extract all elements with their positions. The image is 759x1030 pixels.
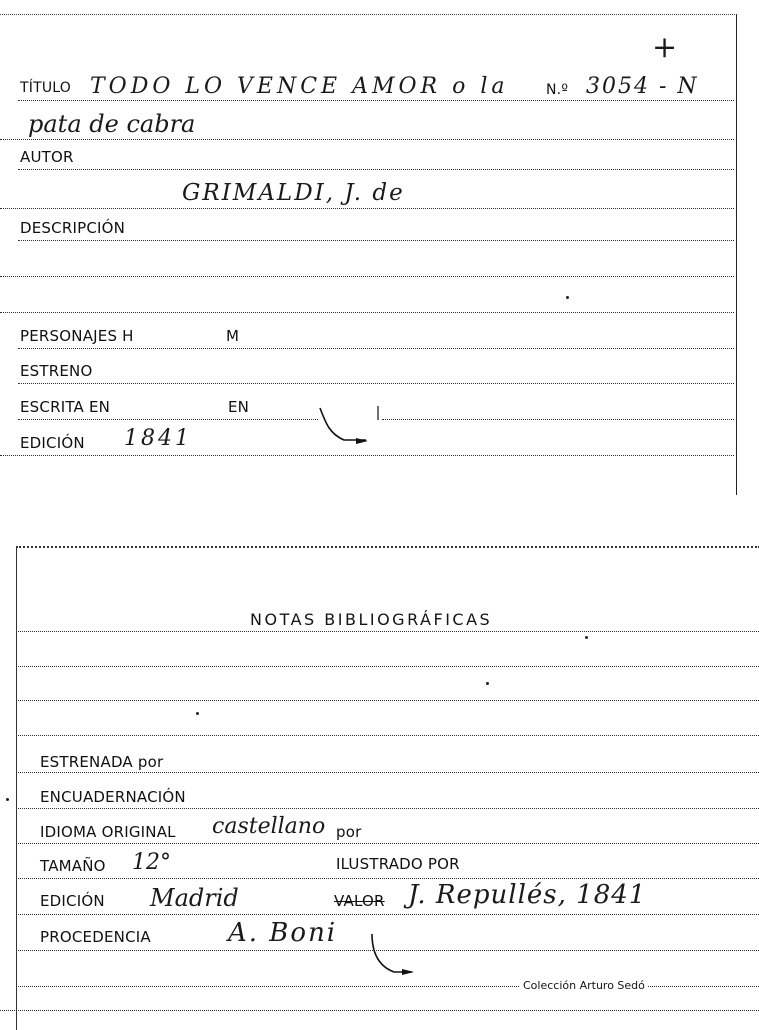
speck [566,296,569,299]
cross-mark: + [652,30,678,65]
titulo-line [18,100,734,101]
escrita-line-right [382,419,734,420]
titulo-label: TÍTULO [20,80,71,96]
encuadernacion-label: ENCUADERNACIÓN [40,788,186,806]
speck [6,798,9,801]
tamano-line [18,878,759,879]
numero-value: 3054 - N [586,74,699,99]
titulo-line-2 [0,139,734,140]
descripcion-line [18,240,734,241]
escrita-label: ESCRITA EN [20,398,111,416]
estreno-line [18,383,734,384]
descripcion-line-2 [0,276,734,277]
edicion-place-value: Madrid [150,884,239,912]
ilustrado-label: ILUSTRADO POR [336,855,460,873]
personajes-m-label: M [226,327,240,345]
estrenada-line [18,772,759,773]
edicion-back-label: EDICIÓN [40,892,105,910]
autor-value: GRIMALDI, J. de [182,180,405,206]
encuadernacion-line [18,808,759,809]
ink-mark-2 [368,932,428,982]
estreno-label: ESTRENO [20,362,93,380]
escrita-en-label: EN [228,398,250,416]
idioma-line [18,843,759,844]
idioma-value: castellano [212,814,326,839]
titulo-value-cont: pata de cabra [28,110,196,138]
edicion-publisher-value: J. Repullés, 1841 [408,880,647,910]
autor-line-2 [0,208,734,209]
autor-line [18,169,734,170]
personajes-label: PERSONAJES H [20,327,134,345]
edicion-value: 1841 [124,426,192,451]
procedencia-value: A. Boni [228,918,338,948]
bottom-line [0,1010,759,1011]
idioma-label: IDIOMA ORIGINAL [40,823,176,841]
speck [196,712,199,715]
notas-heading: NOTAS BIBLIOGRÁFICAS [250,610,493,629]
notas-line-1 [18,631,759,632]
speck [585,636,588,639]
descripcion-label: DESCRIPCIÓN [20,219,126,237]
autor-label: AUTOR [20,148,74,166]
collection-stamp: Colección Arturo Sedó [520,979,648,992]
edicion-line [0,455,734,456]
ink-mark [316,404,386,448]
notas-line-4 [18,735,759,736]
estrenada-label: ESTRENADA por [40,753,164,771]
descripcion-line-3 [0,312,734,313]
notas-line-3 [18,700,759,701]
edicion-label: EDICIÓN [20,434,85,452]
procedencia-label: PROCEDENCIA [40,928,151,946]
notas-line-2 [18,666,759,667]
numero-label: N.º [546,82,569,98]
valor-label: VALOR [334,892,385,910]
speck [486,682,489,685]
titulo-value: TODO LO VENCE AMOR o la [90,74,509,99]
escrita-line [18,419,318,420]
tamano-label: TAMAÑO [40,857,106,875]
edicion-back-line [18,914,759,915]
idioma-por-label: por [336,823,362,841]
personajes-line [18,348,734,349]
tamano-value: 12° [132,850,171,875]
